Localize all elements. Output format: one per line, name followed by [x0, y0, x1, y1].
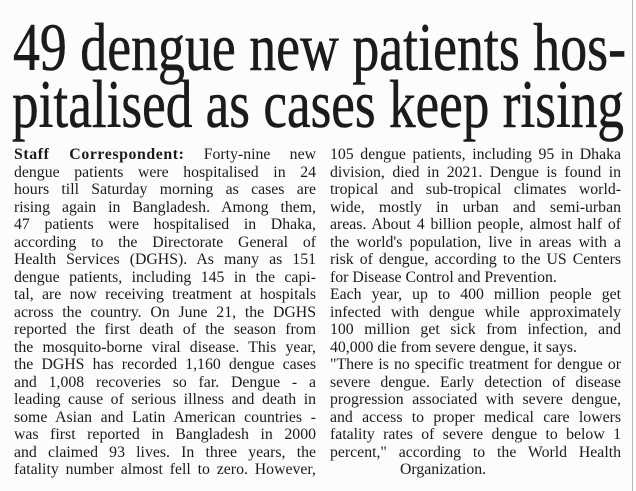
body-line: hours till Saturday morning as cases are — [14, 181, 316, 198]
body-line: Health Services (DGHS). As many as 151 — [14, 251, 316, 268]
body-line-text: Forty-nine new — [203, 146, 316, 163]
body-line: tal, are now receiving treatment at hospitals — [14, 286, 316, 303]
body-line: and 1,008 recoveries so far. Dengue - a — [14, 373, 316, 391]
body-line: division, died in 2021. Dengue is found in — [330, 163, 621, 181]
body-line: according to the Directorate General of — [14, 233, 316, 251]
body-line: fatality number almost fell to zero. However, — [14, 461, 316, 478]
article-column-left — [14, 146, 316, 479]
body-line: Each year, up to 400 million people get — [330, 286, 621, 303]
body-line: the DGHS has recorded 1,160 dengue cases — [14, 356, 316, 373]
body-line: "There is no specific treatment for dengue or — [330, 356, 621, 373]
body-line: 40,000 die from severe dengue, it says. — [330, 338, 577, 356]
body-line: risk of dengue, according to the US Centers — [330, 251, 621, 268]
byline: Staff Correspondent: — [14, 146, 185, 163]
body-line: reported the first death of the season from — [14, 321, 316, 338]
body-line: the mosquito-borne viral disease. This year, — [14, 338, 316, 356]
body-line: rising again in Bangladesh. Among them, — [14, 198, 316, 216]
body-line: and access to proper medical care lowers — [330, 408, 621, 426]
article-column-right — [330, 146, 621, 479]
body-line: 47 patients were hospitalised in Dhaka, — [14, 216, 316, 233]
body-line: was first reported in Bangladesh in 2000 — [14, 426, 316, 443]
headline-line-1: 49 dengue new patients hos- — [13, 9, 626, 85]
body-line: 105 dengue patients, including 95 in Dhaka — [330, 146, 621, 163]
body-line: for Disease Control and Prevention. — [330, 268, 557, 286]
body-line: areas. About 4 billion people, almost half of — [330, 216, 621, 233]
body-line: some Asian and Latin American countries - — [14, 408, 316, 426]
body-line: dengue patients, including 145 in the capi- — [14, 268, 316, 286]
body-line: Organization. — [400, 461, 487, 478]
clipping-edge — [632, 0, 633, 491]
body-line: leading cause of serious illness and death in — [14, 391, 316, 408]
body-line: tropical and sub-tropical climates world- — [330, 181, 621, 198]
body-line: percent," according to the World Health — [330, 443, 621, 461]
body-line: across the country. On June 21, the DGHS — [14, 303, 316, 321]
body-line: progression associated with severe dengue, — [330, 391, 621, 408]
headline — [0, 0, 636, 146]
body-line: dengue patients were hospitalised in 24 — [14, 163, 316, 181]
body-line: wide, mostly in urban and semi-urban — [330, 198, 621, 216]
body-line: 100 million get sick from infection, and — [330, 321, 621, 338]
headline-line-2: pitalised as cases keep rising — [12, 66, 624, 142]
body-line: and claimed 93 lives. In three years, the — [14, 443, 316, 461]
body-line: infected with dengue while approximately — [330, 303, 621, 321]
body-line: severe dengue. Early detection of disease — [330, 373, 621, 391]
body-line — [14, 146, 316, 164]
body-line: fatality rates of severe dengue to below 1 — [330, 426, 621, 443]
body-line: the world's population, live in areas with a — [330, 233, 621, 251]
